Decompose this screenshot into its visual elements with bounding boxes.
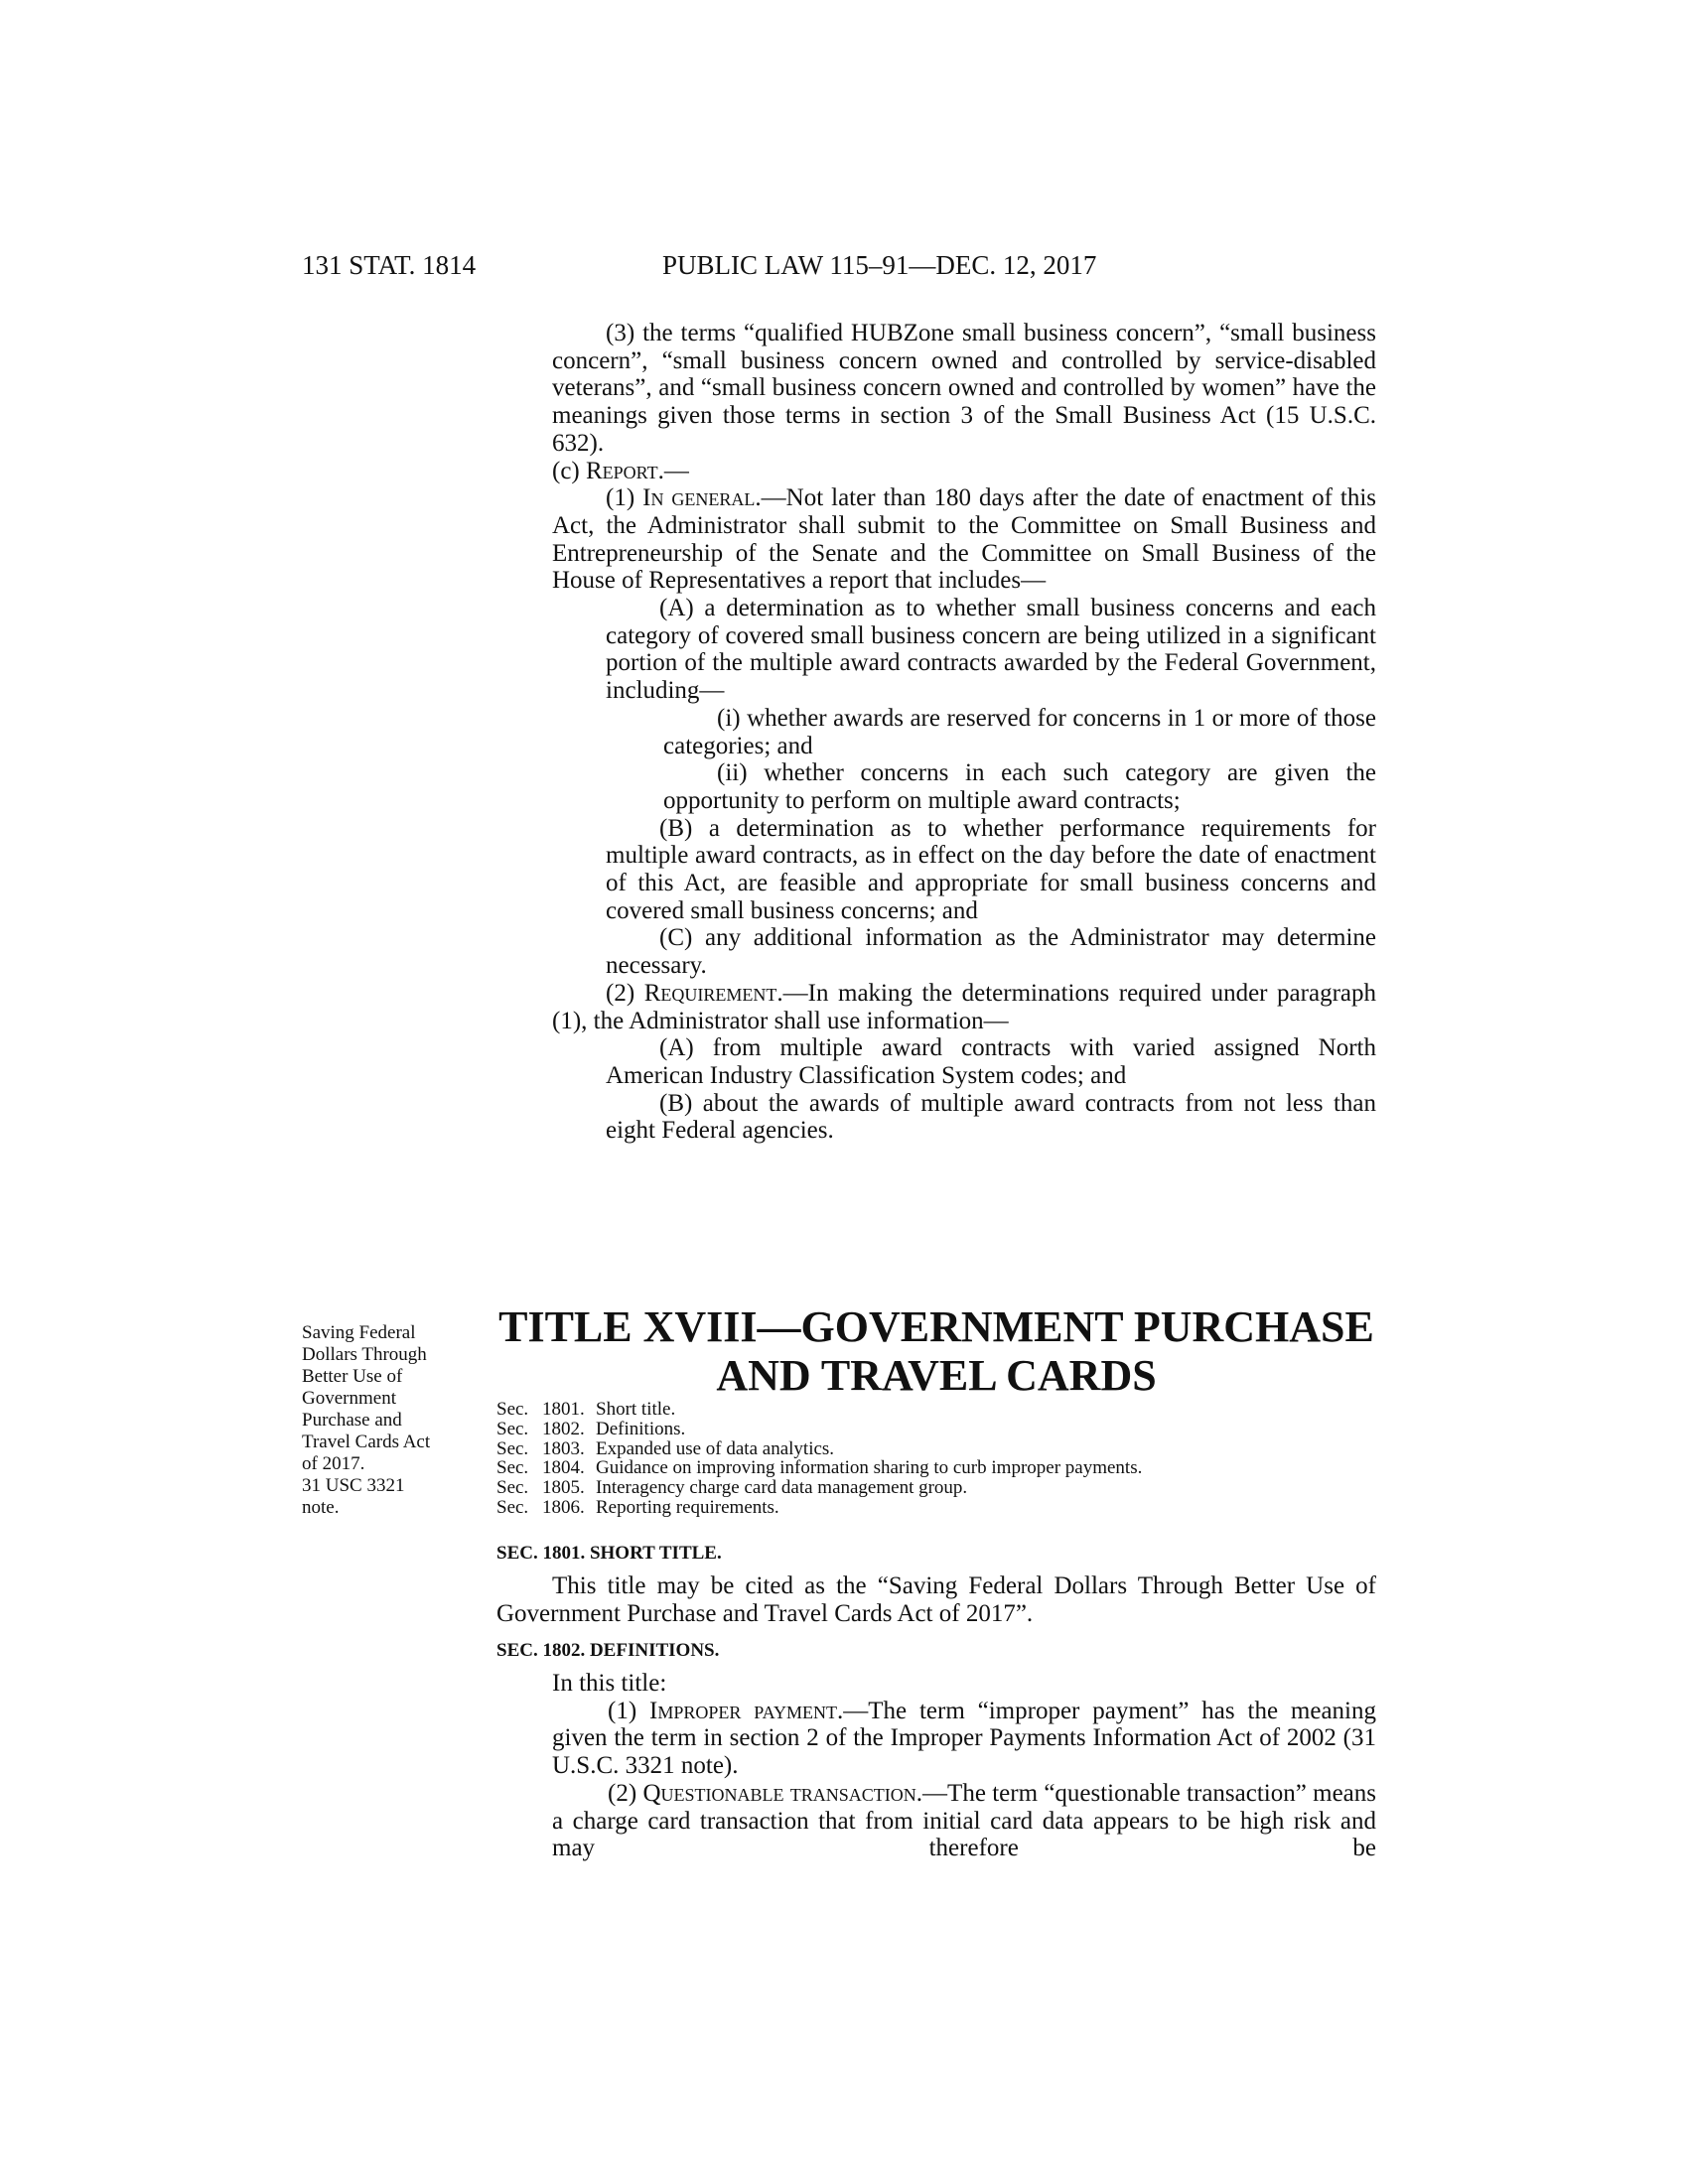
toc-row <box>496 1458 1390 1478</box>
margin-note-line: Travel Cards Act <box>302 1432 431 1452</box>
paragraph-c2-label: (2) <box>606 979 644 1007</box>
subparagraph-c2B: (B) about the awards of multiple award contracts from not less than eight Federal agencies. <box>606 1089 1376 1145</box>
toc-row <box>496 1498 1390 1518</box>
toc-row <box>496 1478 1390 1498</box>
definition-2-heading: Questionable transaction <box>642 1779 916 1807</box>
toc-row <box>496 1400 1390 1420</box>
paragraph-c2-requirement <box>552 980 1376 1034</box>
margin-note-line: 31 USC 3321 <box>302 1475 405 1496</box>
toc-sec: Sec. <box>496 1418 529 1439</box>
toc-title: Short title. <box>596 1399 676 1420</box>
toc-sec: Sec. <box>496 1477 529 1499</box>
margin-note-line: Government <box>302 1388 396 1409</box>
title-line-2: AND TRAVEL CARDS <box>716 1351 1157 1400</box>
toc-row <box>496 1420 1390 1439</box>
toc-sec: Sec. <box>496 1496 529 1518</box>
subparagraph-c2A: (A) from multiple award contracts with varied assigned North American Industry Classification System codes; and <box>606 1034 1376 1089</box>
definition-2-text: .—The term “questionable transaction” means a charge card transaction that from initial card data appears to be high risk and may therefore be <box>552 1779 1376 1862</box>
table-of-contents <box>496 1400 1390 1518</box>
margin-note-line: Dollars Through <box>302 1344 427 1365</box>
subparagraph-c1B: (B) a determination as to whether performance requirements for multiple award contracts, as in effect on the day before the date of enactment of this Act, are feasible and appropriate for small business concerns and covered small business concerns; and <box>606 814 1376 924</box>
margin-note-line: Saving Federal <box>302 1322 416 1343</box>
paragraph-c2-heading: Requirement <box>643 979 777 1007</box>
margin-note-line: note. <box>302 1497 340 1518</box>
definition-1-label: (1) <box>608 1697 650 1724</box>
toc-sec: Sec. <box>496 1399 529 1420</box>
margin-note-line: of 2017. <box>302 1453 365 1474</box>
paragraph-c1-in-general <box>552 484 1376 595</box>
paragraph-3-definitions: (3) the terms “qualified HUBZone small business concern”, “small business concern”, “small business concern owned and controlled by service-disabled veterans”, and “small business concern owned and controlled by women” have the meanings given those terms in section 3 of the Small Business Act (15 U.S.C. 632). <box>552 320 1376 457</box>
section-1801-text: This title may be cited as the “Saving Federal Dollars Through Better Use of Government Purchase and Travel Cards Act of 2017”. <box>496 1572 1376 1627</box>
public-law-heading: PUBLIC LAW 115–91—DEC. 12, 2017 <box>662 250 1097 280</box>
section-1802-intro: In this title: <box>552 1670 667 1697</box>
subsection-c-dash: .— <box>657 457 689 484</box>
toc-title: Expanded use of data analytics. <box>596 1437 835 1459</box>
paragraph-c1-label: (1) <box>606 484 643 512</box>
definition-improper-payment <box>496 1698 1376 1780</box>
page-header <box>302 250 1215 290</box>
toc-number: 1802. <box>542 1418 585 1439</box>
paragraph-c1-text: .—Not later than 180 days after the date of enactment of this Act, the Administrator shall submit to the Committee on Small Business and Entrepreneurship of the Senate and the Committee on Small Business of the House of Representatives a report that includes— <box>552 484 1376 595</box>
toc-title: Definitions. <box>596 1418 686 1439</box>
paragraph-c1-heading: In general <box>642 484 756 512</box>
title-line-1: TITLE XVIII—GOVERNMENT PURCHASE <box>498 1302 1374 1351</box>
margin-note <box>302 1322 481 1519</box>
toc-number: 1801. <box>542 1399 585 1420</box>
subsection-c-report <box>552 458 1376 485</box>
section-1802 <box>496 1640 1376 1862</box>
subsection-c-label: (c) <box>552 457 586 484</box>
margin-note-line: Better Use of <box>302 1366 403 1387</box>
definition-2-label: (2) <box>608 1779 643 1807</box>
toc-sec: Sec. <box>496 1437 529 1459</box>
section-1802-heading: SEC. 1802. DEFINITIONS. <box>496 1640 720 1661</box>
margin-note-line: Purchase and <box>302 1410 402 1431</box>
clause-c1A-i: (i) whether awards are reserved for concerns in 1 or more of those categories; and <box>663 704 1376 759</box>
toc-number: 1804. <box>542 1457 585 1479</box>
toc-row <box>496 1439 1390 1459</box>
clause-c1A-ii: (ii) whether concerns in each such category are given the opportunity to perform on multiple award contracts; <box>663 759 1376 814</box>
subparagraph-c1C: (C) any additional information as the Administrator may determine necessary. <box>606 924 1376 980</box>
statute-page-number: 131 STAT. 1814 <box>302 250 477 280</box>
definition-questionable-transaction <box>496 1780 1376 1862</box>
paragraph-c2-text: .—In making the determinations required under paragraph (1), the Administrator shall use information— <box>552 979 1376 1034</box>
toc-title: Guidance on improving information sharing to curb improper payments. <box>596 1457 1143 1479</box>
toc-sec: Sec. <box>496 1457 529 1479</box>
toc-title: Reporting requirements. <box>596 1496 779 1518</box>
definition-1-text: .—The term “improper payment” has the meaning given the term in section 2 of the Improper Payments Information Act of 2002 (31 U.S.C. 3321 note). <box>552 1697 1377 1780</box>
toc-number: 1806. <box>542 1496 585 1518</box>
section-1801 <box>496 1543 1376 1627</box>
toc-title: Interagency charge card data management group. <box>596 1477 968 1499</box>
section-1801-heading: SEC. 1801. SHORT TITLE. <box>496 1543 722 1564</box>
definition-1-heading: Improper payment <box>649 1697 837 1724</box>
toc-number: 1805. <box>542 1477 585 1499</box>
subsection-c-heading: Report <box>586 457 658 484</box>
toc-number: 1803. <box>542 1437 585 1459</box>
main-text-column <box>552 320 1376 1145</box>
title-heading <box>496 1302 1376 1400</box>
subparagraph-c1A: (A) a determination as to whether small business concerns and each category of covered small business concern are being utilized in a significant portion of the multiple award contracts awarded by the Federal Government, including— <box>606 595 1376 705</box>
